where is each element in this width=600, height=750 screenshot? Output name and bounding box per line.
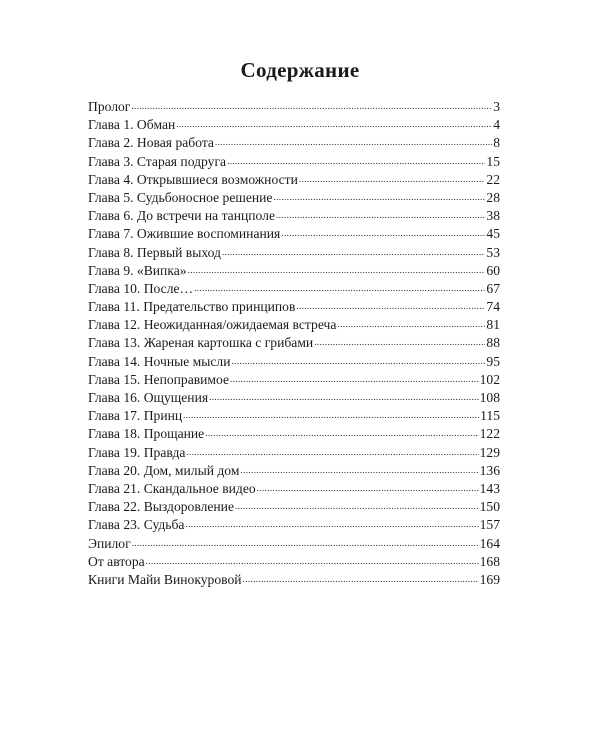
dot-leader: [314, 333, 485, 347]
toc-entry-label: Глава 18. Прощание: [88, 426, 205, 442]
toc-entry-label: Пролог: [88, 99, 131, 114]
toc-entry-label: Глава 6. До встречи на танцполе: [88, 208, 275, 224]
toc-entry[interactable]: [88, 170, 500, 188]
toc-entry[interactable]: [88, 497, 500, 515]
toc-entry-label: Глава 17. Принц: [88, 408, 183, 424]
toc-entry[interactable]: [88, 424, 500, 442]
toc-entry-page-number: 115: [480, 408, 500, 424]
dot-leader: [183, 406, 479, 420]
toc-entry-page-number: 143: [479, 480, 500, 496]
toc-entry-page-number: 3: [493, 99, 500, 114]
dot-leader: [296, 297, 485, 311]
dot-leader: [194, 279, 485, 293]
dot-leader: [281, 224, 485, 238]
toc-entry-page-number: 88: [486, 335, 500, 351]
toc-entry[interactable]: [88, 388, 500, 406]
dot-leader: [227, 152, 485, 166]
toc-entry-page-number: 38: [486, 208, 500, 224]
toc-entry-label: Глава 13. Жареная картошка с грибами: [88, 335, 314, 351]
toc-entry[interactable]: [88, 461, 500, 479]
toc-entry-label: Глава 21. Скандальное видео: [88, 480, 256, 496]
toc-entry-page-number: 67: [486, 280, 500, 296]
toc-entry[interactable]: [88, 352, 500, 370]
dot-leader: [131, 97, 492, 111]
toc-entry[interactable]: [88, 406, 500, 424]
toc-entry-label: Глава 16. Ощущения: [88, 390, 209, 405]
toc-entry-page-number: 108: [479, 390, 500, 405]
toc-entry[interactable]: [88, 552, 500, 570]
toc-entry-label: Глава 8. Первый выход: [88, 244, 221, 260]
toc-entry-label: Глава 4. Открывшиеся возможности: [88, 171, 298, 187]
toc-entry-page-number: 60: [486, 262, 500, 278]
dot-leader: [235, 497, 479, 511]
toc-entry[interactable]: [88, 206, 500, 224]
toc-entry[interactable]: [88, 243, 500, 261]
toc-entry-page-number: 4: [493, 117, 500, 133]
toc-entry-label: Глава 3. Старая подруга: [88, 153, 227, 169]
toc-entry[interactable]: [88, 115, 500, 133]
toc-entry-page-number: 15: [486, 153, 500, 169]
toc-entry[interactable]: [88, 152, 500, 170]
dot-leader: [240, 461, 478, 475]
dot-leader: [231, 352, 485, 366]
dot-leader: [243, 570, 479, 584]
dot-leader: [299, 170, 486, 184]
toc-entry-label: Эпилог: [88, 535, 131, 551]
dot-leader: [185, 515, 478, 529]
toc-entry-label: Глава 12. Неожиданная/ожидаемая встреча: [88, 317, 337, 333]
toc-entry-page-number: 74: [486, 299, 500, 315]
toc-entry[interactable]: [88, 333, 500, 351]
toc-entry-label: Глава 15. Непоправимое: [88, 371, 230, 387]
toc-entry[interactable]: [88, 297, 500, 315]
toc-entry-label: Глава 1. Обман: [88, 117, 176, 133]
table-of-contents: [88, 97, 500, 588]
toc-entry-label: Книги Майи Винокуровой: [88, 571, 242, 587]
toc-entry-label: Глава 11. Предательство принципов: [88, 299, 296, 315]
toc-entry-page-number: 157: [479, 517, 500, 533]
toc-entry-page-number: 95: [486, 353, 500, 369]
toc-entry[interactable]: [88, 534, 500, 552]
dot-leader: [209, 388, 479, 402]
dot-leader: [273, 188, 485, 202]
toc-entry-label: Глава 14. Ночные мысли: [88, 353, 231, 369]
toc-entry-page-number: 22: [486, 171, 500, 187]
toc-entry-page-number: 122: [479, 426, 500, 442]
toc-entry-page-number: 169: [479, 571, 500, 587]
toc-entry-page-number: 45: [486, 226, 500, 242]
dot-leader: [257, 479, 479, 493]
toc-entry-page-number: 150: [479, 499, 500, 515]
dot-leader: [215, 133, 492, 147]
toc-entry-page-number: 136: [479, 462, 500, 478]
toc-entry-page-number: 129: [479, 444, 500, 460]
dot-leader: [132, 534, 479, 548]
toc-entry-label: Глава 19. Правда: [88, 444, 186, 460]
toc-entry-label: Глава 23. Судьба: [88, 517, 185, 533]
toc-entry-label: Глава 10. После…: [88, 280, 194, 296]
dot-leader: [222, 243, 485, 257]
toc-entry[interactable]: [88, 370, 500, 388]
toc-entry-label: Глава 22. Выздоровление: [88, 499, 234, 515]
dot-leader: [146, 552, 479, 566]
toc-entry-page-number: 102: [479, 371, 500, 387]
toc-entry[interactable]: [88, 570, 500, 588]
toc-entry[interactable]: [88, 224, 500, 242]
toc-entry-label: От автора: [88, 553, 145, 569]
toc-entry-label: Глава 9. «Випка»: [88, 262, 187, 278]
toc-entry-label: Глава 5. Судьбоносное решение: [88, 189, 273, 205]
toc-entry-page-number: 28: [486, 189, 500, 205]
dot-leader: [230, 370, 479, 384]
toc-entry[interactable]: [88, 515, 500, 533]
toc-entry-label: Глава 2. Новая работа: [88, 135, 214, 151]
toc-entry-page-number: 53: [486, 244, 500, 260]
dot-leader: [205, 424, 478, 438]
toc-entry-page-number: 81: [486, 317, 500, 333]
toc-entry-page-number: 8: [493, 135, 500, 151]
toc-entry[interactable]: [88, 133, 500, 151]
toc-entry[interactable]: [88, 443, 500, 461]
toc-entry[interactable]: [88, 315, 500, 333]
toc-entry[interactable]: [88, 97, 500, 115]
dot-leader: [276, 206, 485, 220]
toc-entry[interactable]: [88, 261, 500, 279]
toc-entry-page-number: 168: [479, 553, 500, 569]
page-title: Содержание: [240, 58, 360, 82]
toc-entry-label: Глава 7. Ожившие воспоминания: [88, 226, 281, 242]
toc-entry[interactable]: [88, 279, 500, 297]
dot-leader: [188, 261, 486, 275]
toc-entry-page-number: 164: [479, 535, 500, 551]
toc-entry[interactable]: [88, 479, 500, 497]
toc-entry[interactable]: [88, 188, 500, 206]
dot-leader: [337, 315, 485, 329]
toc-entry-label: Глава 20. Дом, милый дом: [88, 462, 240, 478]
dot-leader: [186, 443, 478, 457]
dot-leader: [176, 115, 492, 129]
